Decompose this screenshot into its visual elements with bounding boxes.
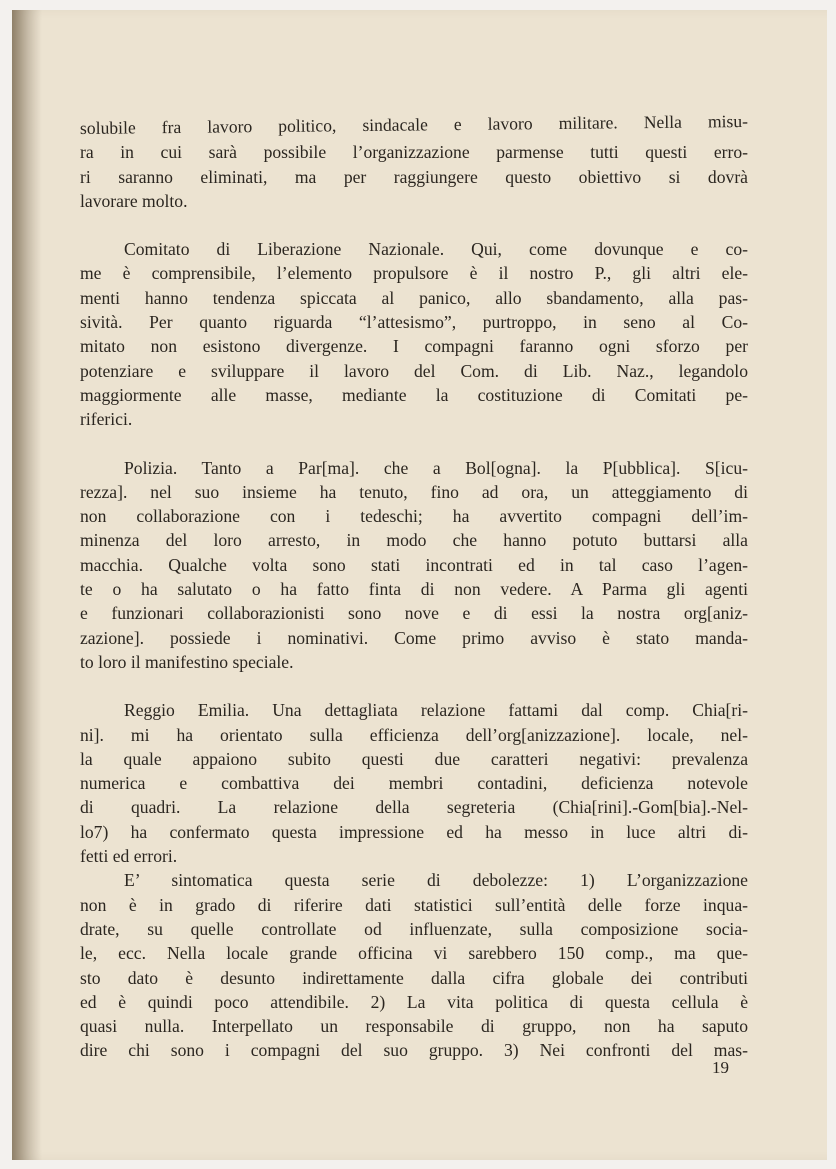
paragraph-reggio-emilia [80,698,748,1062]
text-line: menti hanno tendenza spiccata al panico, allo sbandamento, alla pas- [80,287,748,308]
text-line: ri saranno eliminati, ma per raggiungere questo obiettivo si dovrà [80,166,748,187]
text-line: lo7) ha confermato questa impressione ed ha messo in luce altri di- [80,821,748,842]
text-line: ed è quindi poco attendibile. 2) La vita politica di questa cellula è [80,991,748,1012]
text-line: fetti ed errori. [80,846,178,867]
text-line: e funzionari collaborazionisti sono nove e di essi la nostra org[aniz- [80,603,748,624]
text-line: mitato non esistono divergenze. I compagni faranno ogni sforzo per [80,336,748,357]
paragraph-continuation [79,111,749,213]
text-line: riferici. [80,409,133,430]
text-line: non collaborazione con i tedeschi; ha avvertito compagni dell’im- [80,506,748,527]
text-line: dire chi sono i compagni del suo gruppo. 3) Nei confronti del mas- [80,1040,748,1061]
book-page [12,10,827,1160]
text-line: Polizia. Tanto a Par[ma]. che a Bol[ogna]. la P[ubblica]. S[icu- [124,457,748,478]
text-line: drate, su quelle controllate od influenzate, sulla composizione socia- [80,918,748,939]
text-line: ni]. mi ha orientato sulla efficienza dell’org[anizzazione]. locale, nel- [80,724,748,745]
text-line: E’ sintomatica questa serie di debolezze: 1) L’organizzazione [124,870,748,891]
text-line: rezza]. nel suo insieme ha tenuto, fino ad ora, un atteggiamento di [80,481,748,502]
text-line: sto dato è desunto indirettamente dalla cifra globale dei contributi [80,967,748,988]
text-line: solubile fra lavoro politico, sindacale e lavoro militare. Nella misu- [79,111,749,138]
text-line: maggiormente alle masse, mediante la costituzione di Comitati pe- [80,384,748,405]
text-line: non è in grado di riferire dati statistici sull’entità delle forze inqua- [80,894,748,915]
text-line: le, ecc. Nella locale grande officina vi sarebbero 150 comp., ma que- [80,943,748,964]
page-number: 19 [712,1058,729,1077]
text-line: sività. Per quanto riguarda “l’attesismo”, purtroppo, in seno al Co- [80,312,748,333]
text-line: numerica e combattiva dei membri contadini, deficienza notevole [80,773,748,794]
text-line: potenziare e sviluppare il lavoro del Com. di Lib. Naz., legandolo [80,360,748,381]
text-line: minenza del loro arresto, in modo che hanno potuto buttarsi alla [80,530,748,551]
text-line: te o ha salutato o ha fatto finta di non vedere. A Parma gli agenti [80,579,748,600]
text-line: me è comprensibile, l’elemento propulsore è il nostro P., gli altri ele- [80,263,748,284]
text-line: to loro il manifestino speciale. [80,651,294,672]
text-line: zazione]. possiede i nominativi. Come primo avviso è stato manda- [80,627,748,648]
text-line: la quale appaiono subito questi due caratteri negativi: prevalenza [80,748,748,769]
paragraph-polizia [80,456,748,675]
paragraph-comitato [80,237,748,431]
text-line: lavorare molto. [80,190,188,211]
page-body [79,111,749,1087]
text-line: di quadri. La relazione della segreteria (Chia[rini].-Gom[bia].-Nel- [80,797,748,818]
text-line: ra in cui sarà possibile l’organizzazione parmense tutti questi erro- [80,142,748,163]
text-line: Comitato di Liberazione Nazionale. Qui, come dovunque e co- [124,239,748,260]
text-line: Reggio Emilia. Una dettagliata relazione fattami dal comp. Chia[ri- [124,700,748,721]
text-line: quasi nulla. Interpellato un responsabile di gruppo, non ha saputo [80,1016,748,1037]
text-line: macchia. Qualche volta sono stati incontrati ed in tal caso l’agen- [80,554,748,575]
